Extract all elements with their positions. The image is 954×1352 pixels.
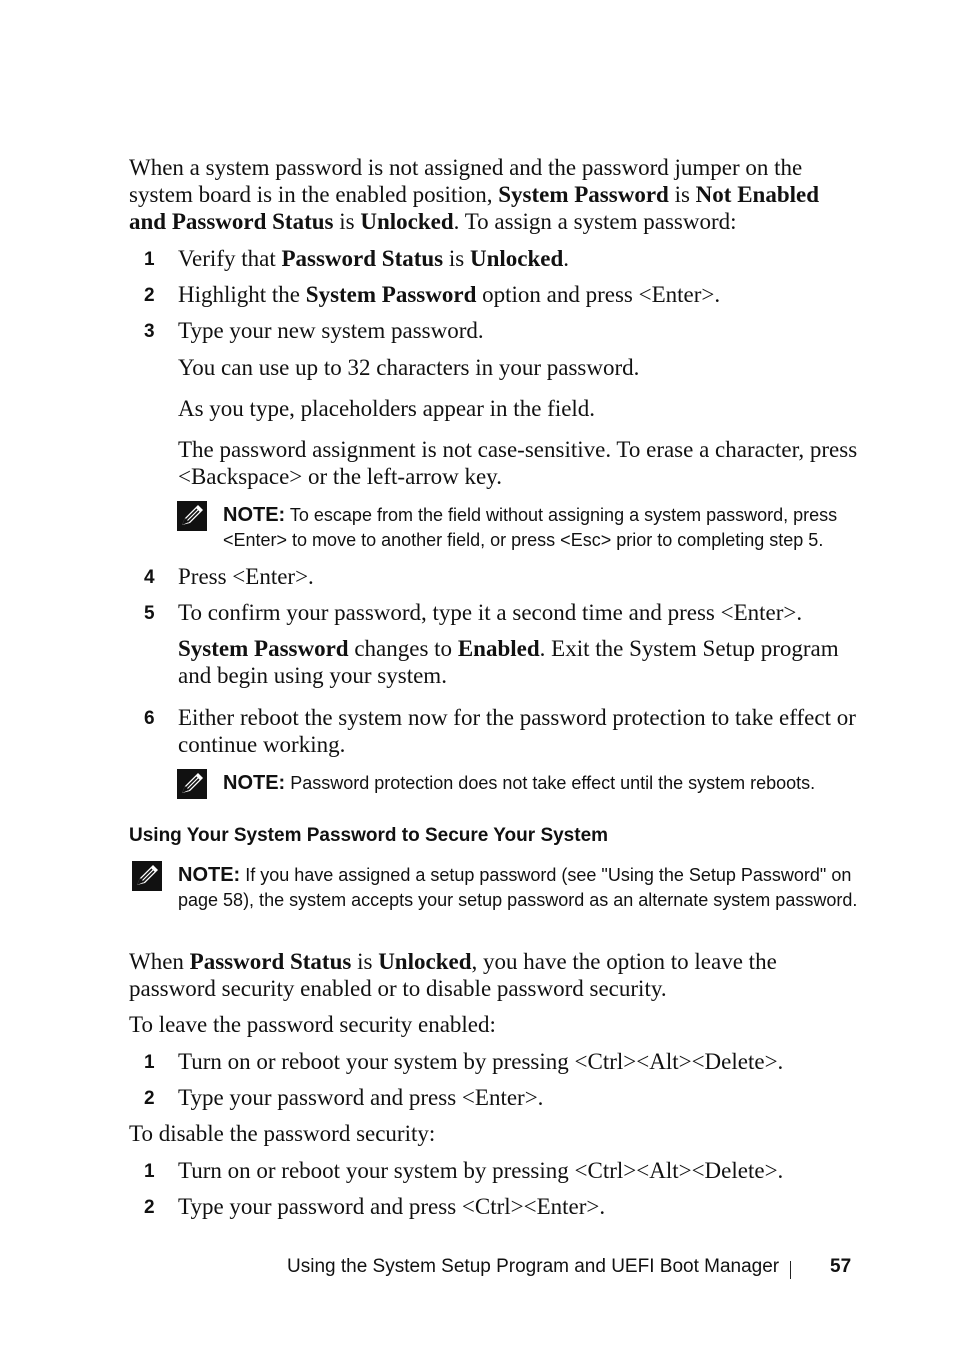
pencil-note-icon [132,861,162,891]
note-label: NOTE: [178,864,241,886]
page-number: 57 [830,1256,852,1277]
list-item: Type your password and press <Ctrl><Enter>. [178,1194,606,1219]
section-heading: Using Your System Password to Secure Your System [129,825,609,846]
list-number: 2 [144,1197,155,1218]
section-paragraph: When Password Status is Unlocked, you have the option to leave the password security enabled or to disable password security. [129,949,777,1001]
list-item: Type your password and press <Enter>. [178,1085,544,1110]
step-3-text: Type your new system password. [178,318,484,343]
section-note: NOTE: If you have assigned a setup password (see "Using the Setup Password" on page 58), the system accepts your setup password as an alternate system password. [178,864,858,910]
step-number: 4 [144,567,155,588]
section-paragraph: To leave the password security enabled: [129,1012,496,1037]
step-number: 2 [144,285,155,306]
list-number: 1 [144,1052,155,1073]
pencil-note-icon [177,501,207,531]
footer-title: Using the System Setup Program and UEFI Boot Manager [287,1256,780,1277]
list-item: Turn on or reboot your system by pressing <Ctrl><Alt><Delete>. [178,1049,784,1074]
note-2: NOTE: Password protection does not take effect until the system reboots. [223,772,816,794]
step-1-text: Verify that Password Status is Unlocked. [178,246,570,271]
intro-paragraph: When a system password is not assigned and the password jumper on the system board is in the enabled position, System Password is Not Enabled and Password Status is Unlocked. To assign a system password: [129,155,820,234]
section-paragraph: To disable the password security: [129,1121,436,1146]
list-number: 2 [144,1088,155,1109]
step-2-text: Highlight the System Password option and press <Enter>. [178,282,721,307]
note-label: NOTE: [223,504,286,526]
step-number: 5 [144,603,155,624]
footer-separator [790,1261,791,1279]
step-number: 3 [144,321,155,342]
step-5-text: To confirm your password, type it a second time and press <Enter>. [178,600,803,625]
list-number: 1 [144,1161,155,1182]
step-5-detail: System Password changes to Enabled. Exit the System Setup program and begin using your system. [178,636,839,688]
pencil-note-icon [177,769,207,799]
note-1: NOTE: To escape from the field without assigning a system password, press <Enter> to move to another field, or press <Esc> prior to completing step 5. [223,504,838,550]
step-4-text: Press <Enter>. [178,564,314,589]
step-3-detail: As you type, placeholders appear in the field. [178,396,596,421]
note-label: NOTE: [223,772,286,794]
step-3-detail: The password assignment is not case-sensitive. To erase a character, press <Backspace> or the left-arrow key. [178,437,858,489]
step-number: 1 [144,249,155,270]
step-6-text: Either reboot the system now for the password protection to take effect or continue working. [178,705,856,757]
list-item: Turn on or reboot your system by pressing <Ctrl><Alt><Delete>. [178,1158,784,1183]
step-number: 6 [144,708,155,729]
step-3-detail: You can use up to 32 characters in your password. [178,355,640,380]
